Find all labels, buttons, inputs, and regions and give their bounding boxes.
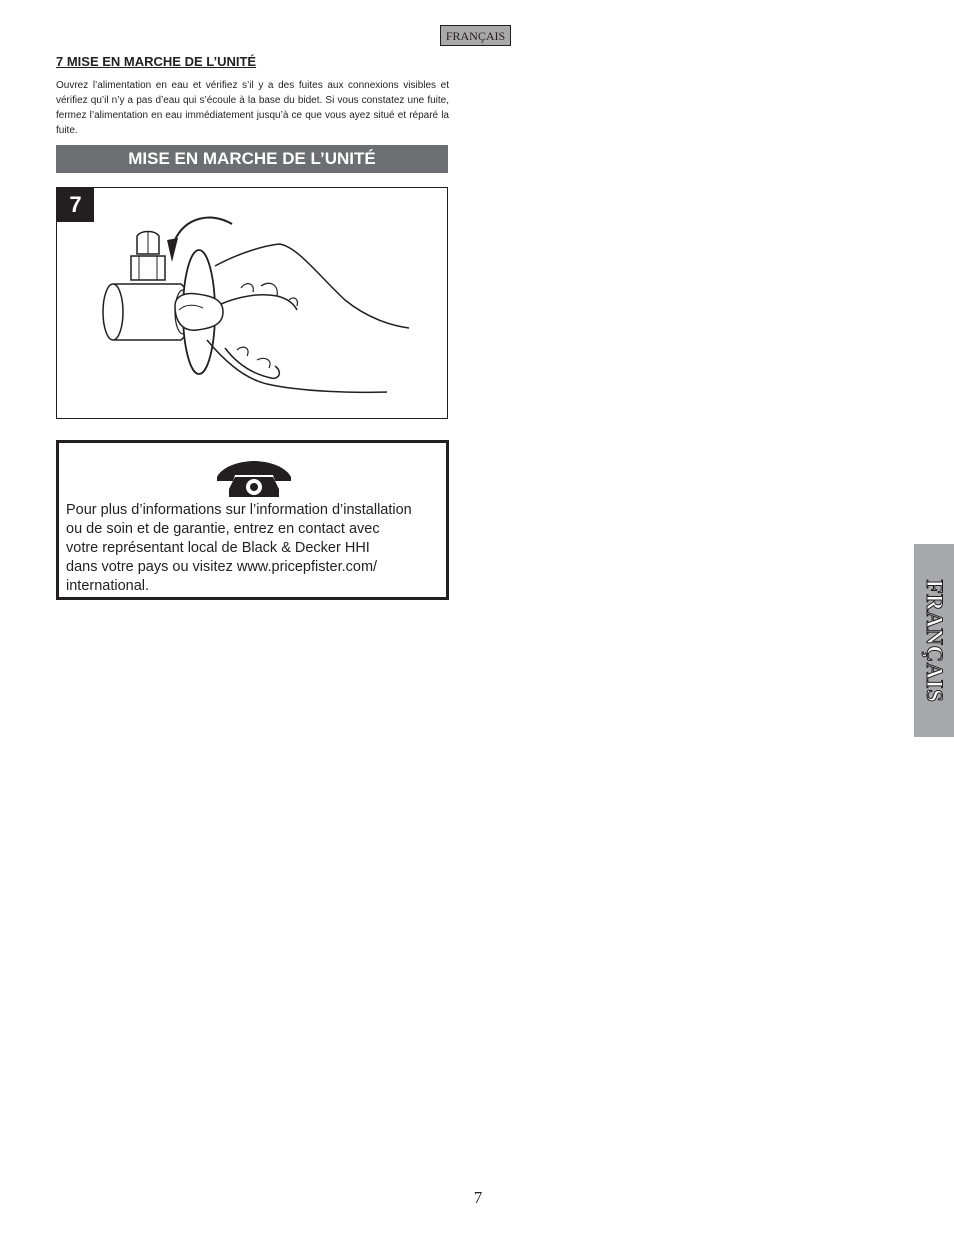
hand bbox=[207, 244, 409, 392]
contact-line: Pour plus d’informations sur l’information d’installation bbox=[66, 502, 412, 518]
contact-text bbox=[66, 501, 446, 596]
valve-inlet bbox=[103, 284, 123, 340]
contact-info-box bbox=[56, 440, 449, 600]
section-heading: 7 MISE EN MARCHE DE L’UNITÉ bbox=[56, 54, 257, 69]
page-number: 7 bbox=[473, 1188, 483, 1207]
valve-hand-illustration bbox=[57, 188, 449, 420]
rotation-arrow bbox=[174, 218, 232, 242]
thumb bbox=[175, 294, 223, 331]
compression-nut bbox=[131, 256, 165, 280]
contact-line: international. bbox=[66, 578, 150, 594]
language-tag: FRANÇAIS bbox=[440, 25, 511, 46]
contact-line: votre représentant local de Black & Decker HHI bbox=[66, 540, 370, 556]
figure-title-bar: MISE EN MARCHE DE L’UNITÉ bbox=[56, 145, 448, 173]
intro-paragraph: Ouvrez l’alimentation en eau et vérifiez s’il y a des fuites aux connexions visibles et vérifiez qu’il n’y a pas d’eau qui s’écoule à la base du bidet. Si vous constatez une fuite, fermez l’alimentation en eau immédiatement jusqu’à ce que vous ayez situé et réparé la fuite. bbox=[56, 80, 449, 136]
step-number-badge: 7 bbox=[57, 188, 94, 222]
contact-line: ou de soin et de garantie, entrez en contact avec bbox=[66, 521, 380, 537]
side-tab-label: FRANÇAIS bbox=[922, 579, 947, 702]
language-side-tab bbox=[914, 544, 954, 737]
telephone-icon bbox=[213, 461, 295, 501]
contact-line: dans votre pays ou visitez www.pricepfister.com/ bbox=[66, 559, 378, 575]
figure-illustration bbox=[56, 187, 448, 419]
arrow-head-icon bbox=[167, 238, 178, 262]
